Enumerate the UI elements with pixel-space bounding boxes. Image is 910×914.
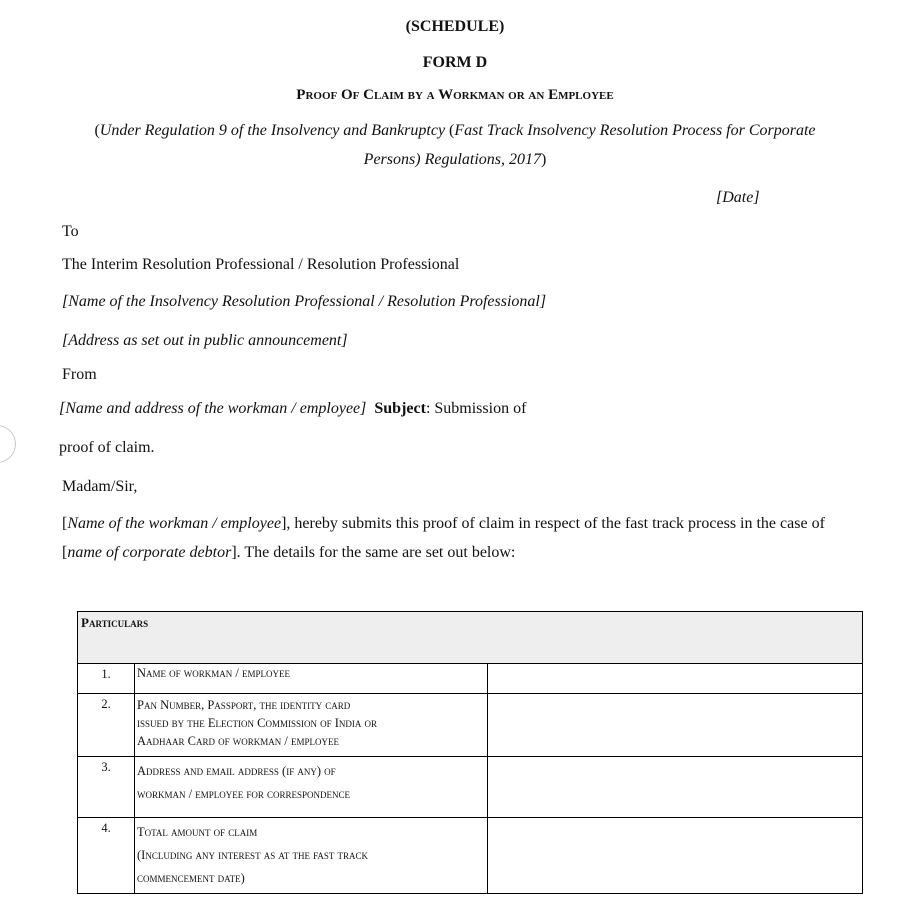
subject-text: : Submission of: [425, 400, 527, 417]
from-label: From: [62, 366, 97, 383]
regulation-open-paren: (: [94, 122, 100, 139]
scroll-handle[interactable]: [0, 425, 16, 463]
table-header-row: [78, 612, 863, 664]
body-line-1-text: ], hereby submits this proof of claim in respect of the fast track process in the case of: [281, 515, 825, 532]
table-row: [78, 818, 863, 894]
row-label: [135, 694, 488, 757]
regulation-text-tail: Fast Track Insolvency Resolution Process for Corporate: [454, 122, 816, 139]
workman-name-placeholder: [Name and address of the workman / employee]: [59, 400, 367, 417]
row-label-line: Aadhaar Card of workman / employee: [137, 733, 339, 748]
row-label-line: Name of workman / employee: [137, 666, 290, 680]
row-label-line: commencement date): [137, 871, 245, 886]
row-label: [135, 664, 488, 694]
row-value-cell[interactable]: [488, 664, 863, 694]
professional-name-placeholder: [Name of the Insolvency Resolution Professional / Resolution Professional]: [62, 293, 547, 310]
particulars-header: Particulars: [81, 615, 149, 630]
row-label: [135, 757, 488, 818]
row-label-line: (Including any interest as at the fast track: [137, 848, 369, 863]
row-label-line: Total amount of claim: [137, 825, 258, 839]
addressee: The Interim Resolution Professional / Resolution Professional: [62, 256, 460, 273]
table-row: [78, 664, 863, 694]
subject-label: Subject: [374, 400, 426, 417]
row-number: 4.: [78, 818, 135, 894]
table-row: [78, 694, 863, 757]
row-value-cell[interactable]: [488, 818, 863, 894]
regulation-line-2: [0, 151, 910, 169]
subject-continuation: proof of claim.: [59, 439, 155, 456]
regulation-text: Under Regulation 9 of the Insolvency and Bankruptcy: [99, 122, 446, 139]
row-number: 3.: [78, 757, 135, 818]
regulation-paren: (: [445, 122, 455, 139]
row-value-cell[interactable]: [488, 757, 863, 818]
date-placeholder: [Date]: [716, 189, 760, 206]
body-line-1: [Name of the workman / employee], hereby submits this proof of claim in respect of the fast track process in the case of: [62, 515, 825, 532]
row-label: [135, 818, 488, 894]
row-label-line: issued by the Election Commission of India or: [137, 715, 378, 730]
from-subject-line: [59, 400, 526, 418]
body-line-2: [name of corporate debtor]. The details for the same are set out below:: [62, 544, 516, 561]
row-label-line: Pan Number, Passport, the identity card: [137, 698, 351, 712]
regulation-persons: Persons: [363, 151, 416, 168]
regulation-line-1: [0, 122, 910, 140]
row-value-cell[interactable]: [488, 694, 863, 757]
row-number: 2.: [78, 694, 135, 757]
table-row: [78, 757, 863, 818]
particulars-table: [77, 611, 863, 894]
body-line-2-text: ]. The details for the same are set out below:: [231, 544, 516, 561]
schedule-heading: (SCHEDULE): [405, 18, 505, 35]
form-subtitle: Proof Of Claim by a Workman or an Employee: [296, 87, 614, 103]
salutation: Madam/Sir,: [62, 478, 138, 495]
row-label-line: Address and email address (if any) of: [137, 764, 336, 778]
row-label-line: workman / employee for correspondence: [137, 786, 350, 801]
regulation-close-paren: ): [541, 151, 547, 168]
body-workman-placeholder: Name of the workman / employee: [67, 515, 282, 532]
table-header-cell: [78, 612, 863, 664]
regulation-year: ) Regulations, 2017: [415, 151, 541, 168]
to-label: To: [62, 223, 79, 240]
form-title: FORM D: [422, 54, 488, 71]
body-debtor-placeholder: name of corporate debtor: [67, 544, 232, 561]
row-number: 1.: [78, 664, 135, 694]
address-placeholder: [Address as set out in public announcement]: [62, 332, 348, 349]
